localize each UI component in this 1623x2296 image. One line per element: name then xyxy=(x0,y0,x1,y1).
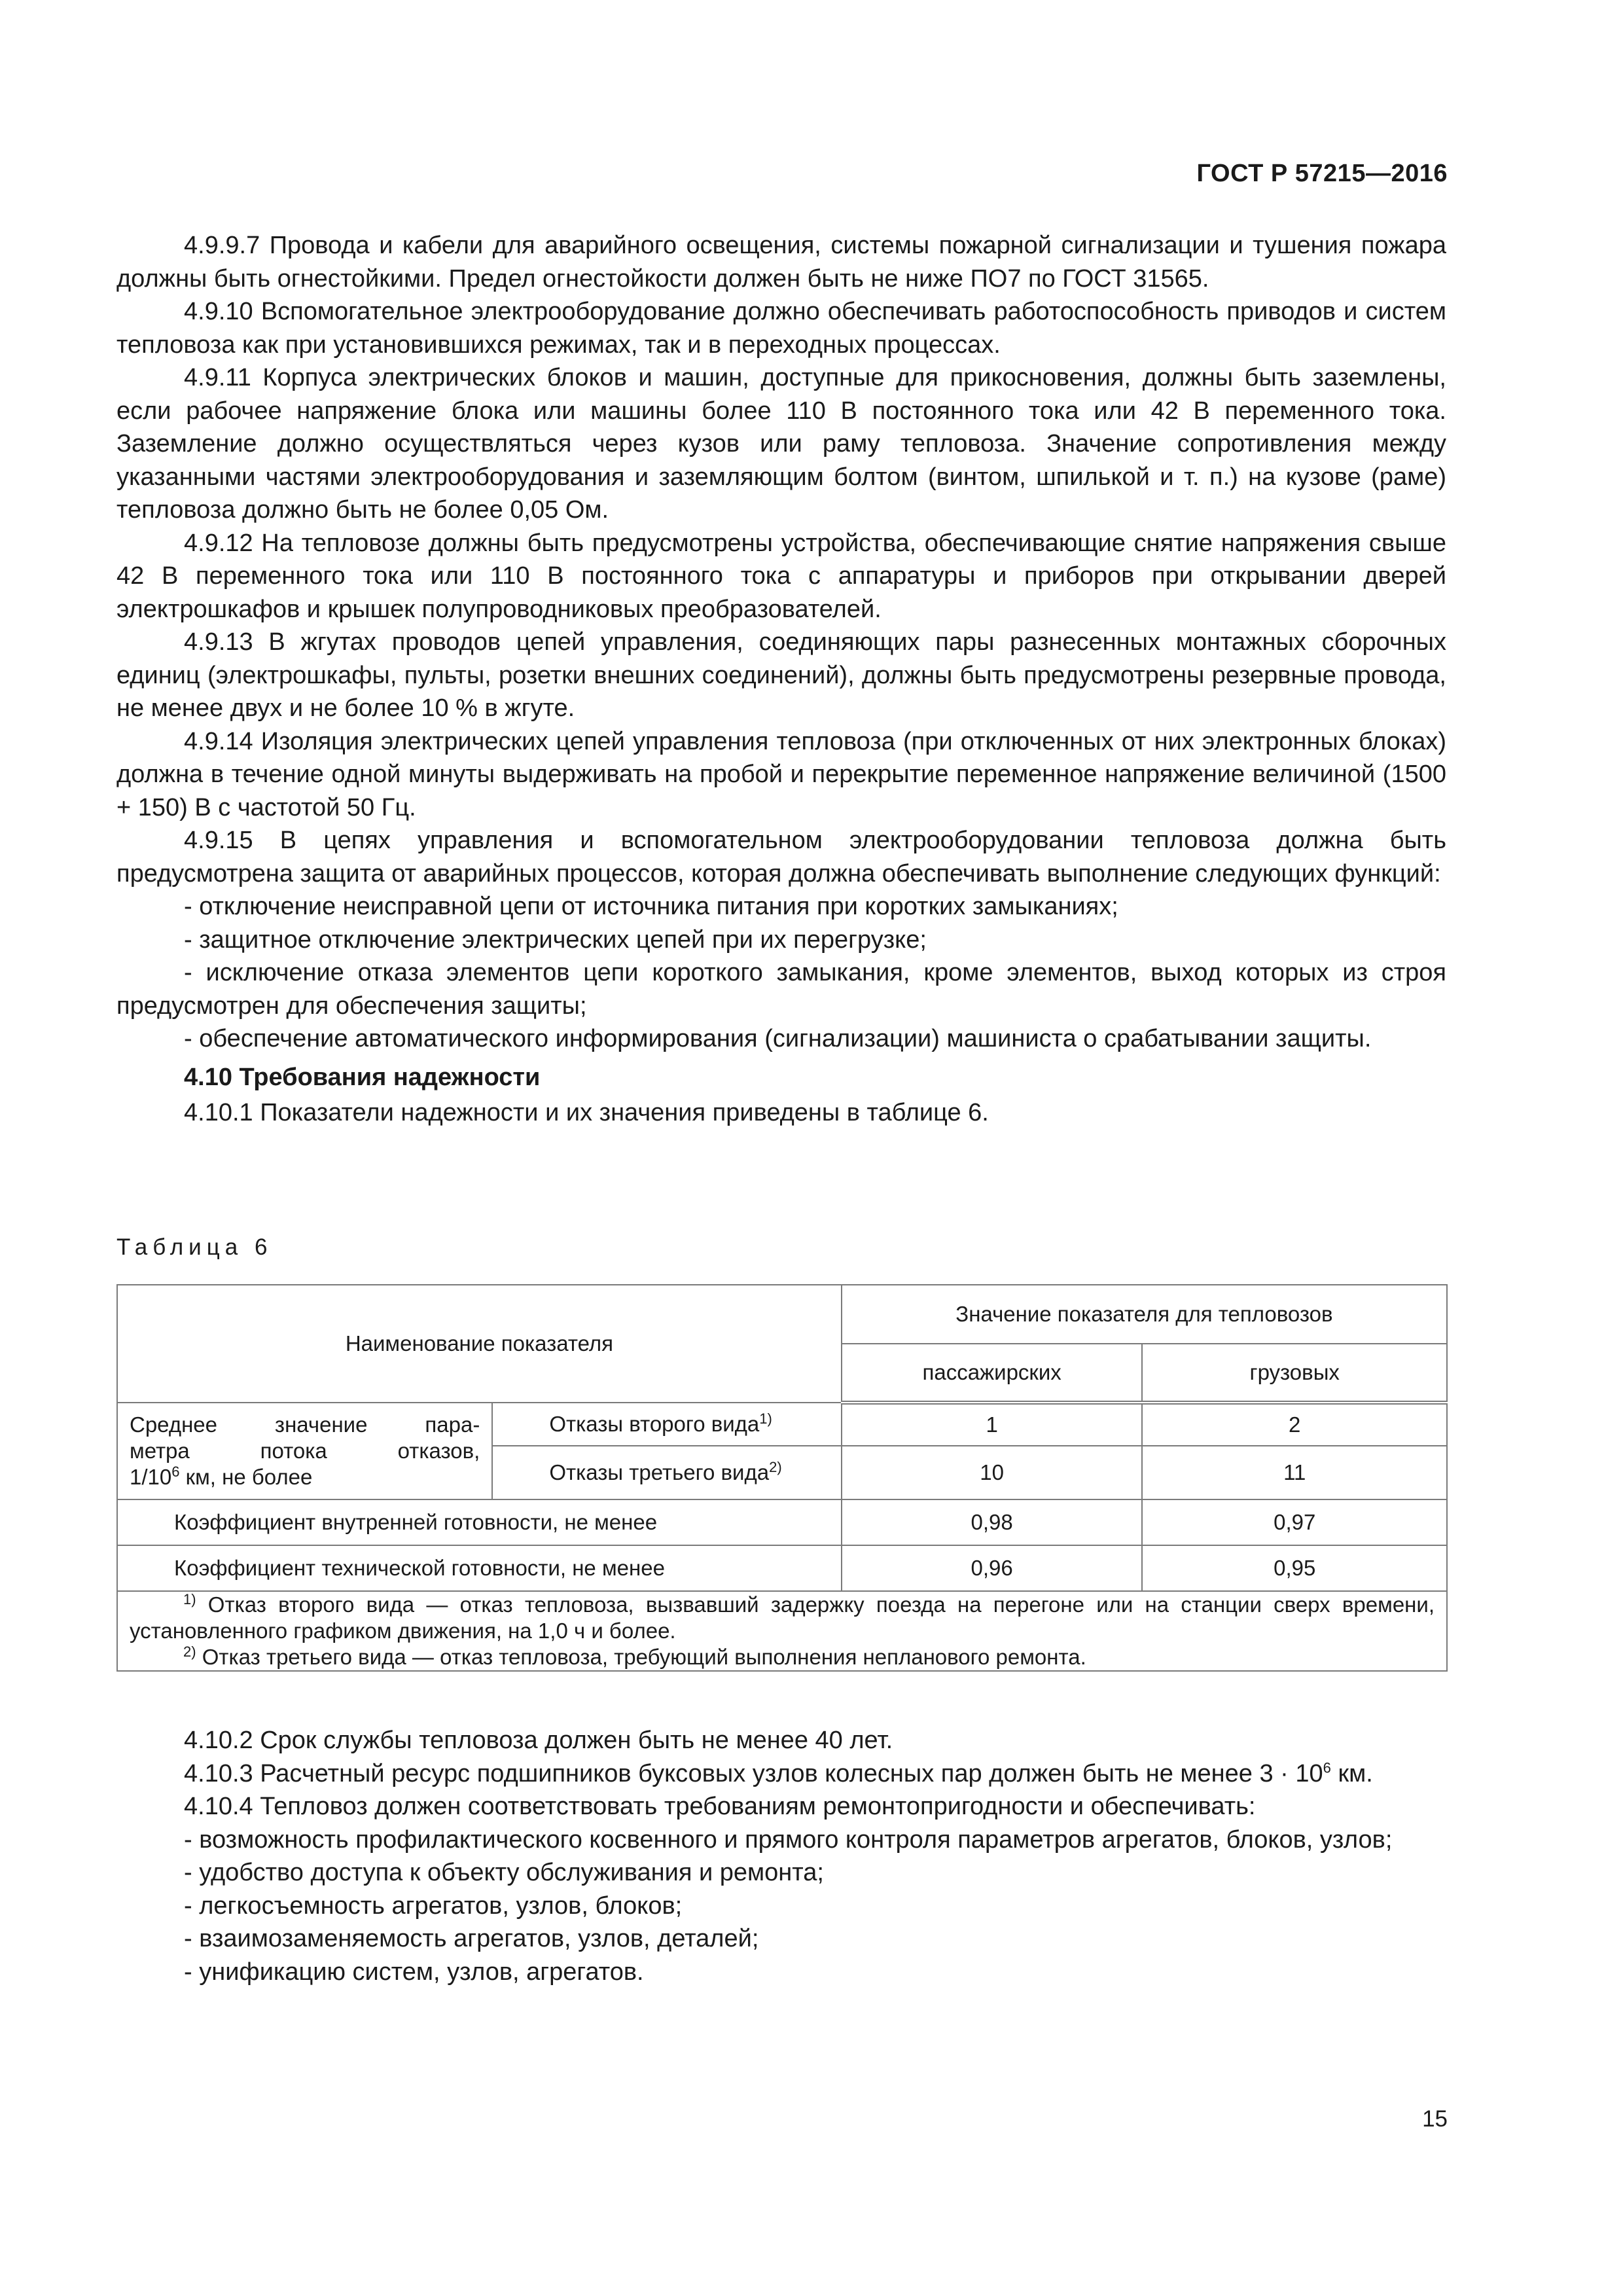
section-heading-4-10: 4.10 Требования надежности xyxy=(184,1063,541,1091)
list-item: - исключение отказа элементов цепи короткого замыкания, кроме элементов, выход которых из строя предусмотрен для обеспечения защиты; xyxy=(116,959,1446,1020)
cell-passenger: 10 xyxy=(842,1446,1143,1499)
footnote-text: Отказ второго вида — отказ тепловоза, вызвавший задержку поезда на перегоне или на станции сверх времени, установленного графиком движения, на 1,0 ч и более. xyxy=(130,1592,1435,1643)
paragraph-4-10-4: 4.10.4 Тепловоз должен соответствовать требованиям ремонтопригодности и обеспечивать: xyxy=(184,1793,1256,1820)
param-unit-exponent: 6 xyxy=(171,1463,180,1480)
column-header-value: Значение показателя для тепловозов xyxy=(842,1285,1447,1344)
list-item: - взаимозаменяемость агрегатов, узлов, деталей; xyxy=(184,1925,759,1952)
paragraph-4-10-1: 4.10.1 Показатели надежности и их значения приведены в таблице 6. xyxy=(184,1099,989,1126)
paragraph-4-9-14: 4.9.14 Изоляция электрических цепей управления тепловоза (при отключенных от них электронных блоках) должна в течение одной минуты выдерживать на пробой и перекрытие переменное напряжение величиной (1500 + 150) В с частотой 50 Гц. xyxy=(116,727,1446,821)
table-footnote-row xyxy=(117,1591,1447,1671)
table-header-row xyxy=(117,1285,1447,1344)
paragraph-4-9-15: 4.9.15 В цепях управления и вспомогательном электрооборудовании тепловоза должна быть предусмотрена защита от аварийных процессов, которая должна обеспечивать выполнение следующих функций: xyxy=(116,827,1446,888)
param-line xyxy=(130,1464,480,1490)
param-line: метра потока отказов, xyxy=(130,1439,480,1463)
paragraph-text: 4.10.3 Расчетный ресурс подшипников буксовых узлов колесных пар должен быть не менее 3 · 10 xyxy=(184,1759,1323,1787)
footnote-mark: 2) xyxy=(183,1643,196,1660)
param-unit-suffix: км, не более xyxy=(179,1465,313,1489)
list-item: - удобство доступа к объекту обслуживания и ремонта; xyxy=(184,1859,824,1886)
exponent: 6 xyxy=(1323,1759,1331,1776)
list-item: - отключение неисправной цепи от источника питания при коротких замыканиях; xyxy=(184,893,1118,920)
cell-freight: 11 xyxy=(1142,1446,1447,1499)
table-footnotes xyxy=(117,1591,1447,1671)
table-row xyxy=(117,1403,1447,1446)
cell-passenger: 1 xyxy=(842,1403,1143,1446)
cell-passenger: 0,96 xyxy=(842,1545,1143,1591)
column-header-name: Наименование показателя xyxy=(117,1285,842,1403)
reliability-table xyxy=(116,1284,1448,1672)
footnote-2 xyxy=(130,1644,1435,1670)
cell-freight: 0,97 xyxy=(1142,1499,1447,1545)
page-number: 15 xyxy=(1422,2106,1448,2132)
param-line: Среднее значение пара- xyxy=(130,1412,480,1437)
row-label: Коэффициент внутренней готовности, не менее xyxy=(117,1499,842,1545)
table-caption: Таблица 6 xyxy=(116,1234,273,1260)
list-item: - унификацию систем, узлов, агрегатов. xyxy=(184,1958,644,1986)
row-label: Коэффициент технической готовности, не менее xyxy=(117,1545,842,1591)
text-body-bottom xyxy=(116,1724,1446,1988)
footnote-ref: 1) xyxy=(759,1410,772,1427)
footnote-text: Отказ третьего вида — отказ тепловоза, требующий выполнения непланового ремонта. xyxy=(196,1645,1086,1669)
param-flow-cell xyxy=(117,1403,492,1499)
cell-freight: 2 xyxy=(1142,1403,1447,1446)
paragraph-4-9-10: 4.9.10 Вспомогательное электрооборудование должно обеспечивать работоспособность приводов и систем тепловоза как при установившихся режимах, так и в переходных процессах. xyxy=(116,298,1446,359)
column-header-freight: грузовых xyxy=(1142,1344,1447,1403)
column-header-passenger: пассажирских xyxy=(842,1344,1143,1403)
paragraph-4-10-2: 4.10.2 Срок службы тепловоза должен быть не менее 40 лет. xyxy=(184,1727,893,1754)
table-row xyxy=(117,1545,1447,1591)
table-row xyxy=(117,1499,1447,1545)
paragraph-4-9-9-7: 4.9.9.7 Провода и кабели для аварийного освещения, системы пожарной сигнализации и тушения пожара должны быть огнестойкими. Предел огнестойкости должен быть не ниже ПО7 по ГОСТ 31565. xyxy=(116,232,1446,293)
row-label-text: Отказы второго вида xyxy=(549,1412,760,1436)
paragraph-4-9-13: 4.9.13 В жгутах проводов цепей управления, соединяющих пары разнесенных монтажных сборочных единиц (электрошкафы, пульты, розетки внешних соединений), должны быть предусмотрены резервные провода, не менее двух и не более 10 % в жгуте. xyxy=(116,628,1446,722)
footnote-1 xyxy=(130,1592,1435,1644)
row-label xyxy=(492,1446,842,1499)
row-label-text: Отказы третьего вида xyxy=(549,1460,770,1484)
list-item: - возможность профилактического косвенного и прямого контроля параметров агрегатов, блоков, узлов; xyxy=(184,1825,1393,1854)
paragraph-4-9-12: 4.9.12 На тепловозе должны быть предусмотрены устройства, обеспечивающие снятие напряжения свыше 42 В переменного тока или 110 В постоянного тока с аппаратуры и приборов при открывании дверей электрошкафов и крышек полупроводниковых преобразователей. xyxy=(116,529,1446,623)
paragraph-4-10-3 xyxy=(116,1757,1446,1791)
list-item: - обеспечение автоматического информирования (сигнализации) машиниста о срабатывании защиты. xyxy=(184,1025,1372,1052)
param-unit: 1/10 xyxy=(130,1465,172,1489)
row-label xyxy=(492,1403,842,1446)
text-body-top xyxy=(116,229,1446,1130)
list-item: - легкосъемность агрегатов, узлов, блоков; xyxy=(184,1892,683,1920)
footnote-mark: 1) xyxy=(183,1591,196,1607)
paragraph-text: км. xyxy=(1330,1759,1373,1787)
cell-passenger: 0,98 xyxy=(842,1499,1143,1545)
list-item: - защитное отключение электрических цепей при их перегрузке; xyxy=(184,925,927,954)
paragraph-4-9-11: 4.9.11 Корпуса электрических блоков и машин, доступные для прикосновения, должны быть заземлены, если рабочее напряжение блока или машины более 110 В постоянного тока или 42 В переменного тока. Заземление должно осуществляться через кузов или раму тепловоза. Значение сопротивления между указанными частями электрооборудования и заземляющим болтом (винтом, шпилькой и т. п.) на кузове (раме) тепловоза должно быть не более 0,05 Ом. xyxy=(116,364,1446,524)
footnote-ref: 2) xyxy=(769,1459,782,1475)
cell-freight: 0,95 xyxy=(1142,1545,1447,1591)
document-header-id: ГОСТ Р 57215—2016 xyxy=(1196,160,1448,187)
